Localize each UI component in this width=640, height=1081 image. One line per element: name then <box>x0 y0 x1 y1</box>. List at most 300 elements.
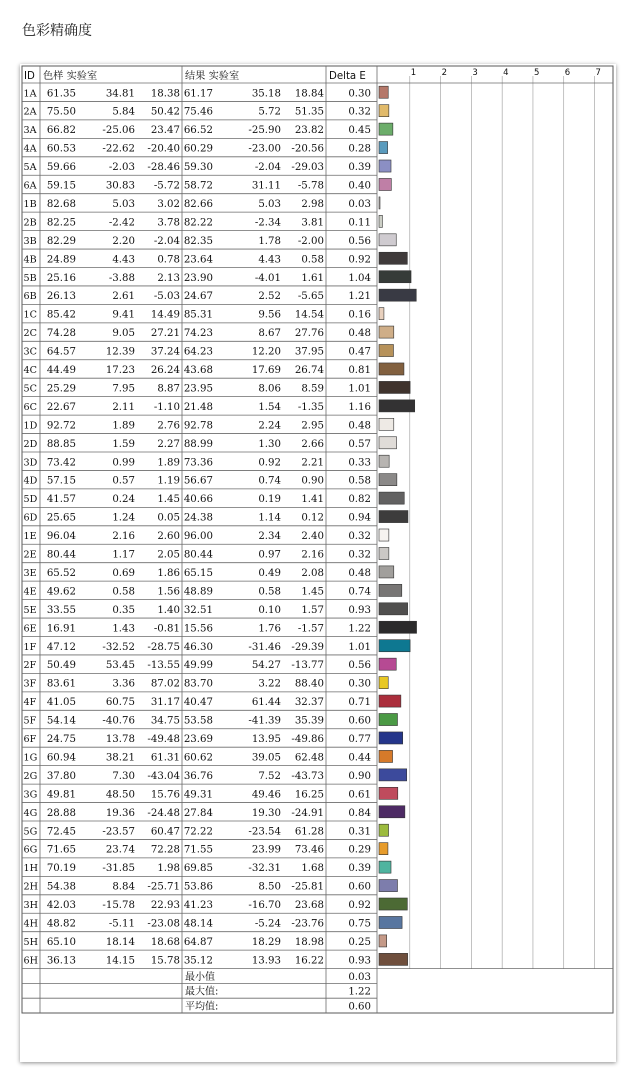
sample-b: 15.76 <box>150 789 180 801</box>
delta-e-bar <box>379 197 380 209</box>
sample-a: 13.78 <box>105 734 135 746</box>
sample-b: -5.03 <box>153 291 180 303</box>
delta-e-bar <box>379 474 397 486</box>
delta-e-bar <box>379 603 408 615</box>
delta-e-bar <box>379 511 408 523</box>
result-l: 72.22 <box>183 826 213 838</box>
result-l: 41.23 <box>183 900 213 912</box>
result-l: 48.14 <box>183 918 213 930</box>
result-b: 2.95 <box>301 420 324 432</box>
delta-e-value: 1.01 <box>348 383 371 395</box>
result-a: 3.22 <box>258 678 281 690</box>
result-b: 35.39 <box>294 715 324 727</box>
result-l: 40.66 <box>183 494 213 506</box>
result-a: 2.34 <box>258 531 281 543</box>
sample-b: 72.28 <box>150 844 180 856</box>
delta-e-value: 0.93 <box>348 604 371 616</box>
result-b: 14.54 <box>294 309 324 321</box>
column-header-result: 结果 实验室 <box>185 71 240 82</box>
sample-b: 18.38 <box>150 88 180 100</box>
result-a: 23.99 <box>251 844 281 856</box>
sample-l: 88.85 <box>46 438 76 450</box>
row-id: 2F <box>23 660 37 672</box>
result-l: 66.52 <box>183 125 213 137</box>
result-l: 43.68 <box>183 365 213 377</box>
sample-l: 47.12 <box>46 641 76 653</box>
result-l: 61.17 <box>183 88 213 100</box>
row-id: 1G <box>23 752 38 764</box>
sample-b: 2.60 <box>157 531 180 543</box>
result-a: 54.27 <box>251 660 281 672</box>
sample-l: 25.16 <box>46 272 76 284</box>
result-l: 35.12 <box>183 955 213 967</box>
sample-a: 7.30 <box>112 770 135 782</box>
sample-b: -25.71 <box>147 881 180 893</box>
sample-b: 2.05 <box>157 549 180 561</box>
result-b: 1.57 <box>301 604 324 616</box>
delta-e-bar <box>379 584 402 596</box>
sample-b: -28.75 <box>147 641 180 653</box>
result-b: 27.76 <box>294 328 324 340</box>
result-b: 61.28 <box>294 826 324 838</box>
sample-a: -2.03 <box>108 162 135 174</box>
row-id: 1D <box>23 420 38 432</box>
sample-l: 61.35 <box>46 88 76 100</box>
delta-e-bar <box>379 824 389 836</box>
result-a: 9.56 <box>258 309 281 321</box>
sample-b: -23.08 <box>147 918 180 930</box>
result-l: 15.56 <box>183 623 213 635</box>
result-a: 2.24 <box>258 420 281 432</box>
delta-e-value: 0.48 <box>348 420 371 432</box>
row-id: 6G <box>23 844 38 856</box>
result-a: 7.52 <box>258 770 281 782</box>
delta-e-bar <box>379 640 410 652</box>
result-l: 24.67 <box>183 291 213 303</box>
delta-e-bar <box>379 105 389 117</box>
result-a: 8.50 <box>258 881 281 893</box>
result-l: 69.85 <box>183 863 213 875</box>
sample-l: 16.91 <box>46 623 76 635</box>
sample-l: 25.65 <box>46 512 76 524</box>
sample-a: 9.41 <box>112 309 135 321</box>
delta-e-bar <box>379 787 398 799</box>
result-b: -2.00 <box>297 235 324 247</box>
result-b: -13.77 <box>291 660 324 672</box>
sample-b: 34.75 <box>150 715 180 727</box>
sample-l: 49.81 <box>46 789 76 801</box>
delta-e-bar <box>379 492 404 504</box>
sample-a: -23.57 <box>102 826 135 838</box>
result-b: 23.68 <box>294 900 324 912</box>
delta-e-value: 0.29 <box>348 844 371 856</box>
result-a: 31.11 <box>251 180 281 192</box>
sample-l: 41.05 <box>46 697 76 709</box>
delta-e-bar <box>379 953 408 965</box>
page-title: 色彩精确度 <box>22 23 92 39</box>
result-l: 23.95 <box>183 383 213 395</box>
result-a: -41.39 <box>248 715 281 727</box>
row-id: 3G <box>23 789 38 801</box>
result-a: 17.69 <box>251 365 281 377</box>
sample-a: -40.76 <box>102 715 135 727</box>
sample-a: 1.43 <box>112 623 135 635</box>
sample-a: 2.16 <box>112 531 135 543</box>
result-a: -4.01 <box>254 272 281 284</box>
delta-e-bar <box>379 437 397 449</box>
sample-a: 1.59 <box>112 438 135 450</box>
delta-e-value: 0.03 <box>348 198 371 210</box>
row-id: 2H <box>23 881 38 893</box>
result-b: -23.76 <box>291 918 324 930</box>
result-l: 82.22 <box>183 217 213 229</box>
row-id: 6B <box>23 291 37 303</box>
sample-l: 82.25 <box>46 217 76 229</box>
result-b: 23.82 <box>294 125 324 137</box>
axis-tick-label: 5 <box>533 68 540 78</box>
delta-e-value: 0.11 <box>348 217 371 229</box>
sample-b: 37.24 <box>150 346 180 358</box>
sample-a: 1.17 <box>112 549 135 561</box>
sample-b: 1.19 <box>157 475 180 487</box>
row-id: 5H <box>23 936 38 948</box>
delta-e-value: 0.44 <box>348 752 371 764</box>
delta-e-value: 0.56 <box>348 660 371 672</box>
sample-l: 24.89 <box>46 254 76 266</box>
sample-b: 23.47 <box>150 125 180 137</box>
sample-l: 85.42 <box>46 309 76 321</box>
result-l: 27.84 <box>183 807 213 819</box>
result-l: 80.44 <box>183 549 213 561</box>
delta-e-value: 1.04 <box>348 272 371 284</box>
delta-e-bar <box>379 566 394 578</box>
result-l: 82.66 <box>183 198 213 210</box>
sample-b: -20.40 <box>147 143 180 155</box>
sample-b: 1.89 <box>157 457 180 469</box>
delta-e-bar <box>379 381 410 393</box>
row-id: 4D <box>23 475 38 487</box>
result-l: 88.99 <box>183 438 213 450</box>
summary-label: 最小值 <box>185 971 215 983</box>
row-id: 6D <box>23 512 38 524</box>
axis-tick-label: 1 <box>410 68 417 78</box>
sample-b: 22.93 <box>150 900 180 912</box>
result-b: 18.84 <box>294 88 324 100</box>
sample-a: 17.23 <box>105 365 135 377</box>
sample-a: -22.62 <box>102 143 135 155</box>
sample-l: 60.94 <box>46 752 76 764</box>
result-l: 48.89 <box>183 586 213 598</box>
sample-a: 0.35 <box>112 604 135 616</box>
sample-l: 73.42 <box>46 457 76 469</box>
row-id: 2D <box>23 438 38 450</box>
sample-b: 26.24 <box>150 365 180 377</box>
row-id: 6C <box>23 401 37 413</box>
axis-tick-label: 4 <box>503 68 509 78</box>
delta-e-value: 1.21 <box>348 291 371 303</box>
sample-b: 0.05 <box>157 512 180 524</box>
row-id: 3H <box>23 900 38 912</box>
sample-l: 64.57 <box>46 346 76 358</box>
result-a: 8.06 <box>258 383 281 395</box>
row-id: 5F <box>23 715 37 727</box>
result-b: 16.25 <box>294 789 324 801</box>
sample-l: 74.28 <box>46 328 76 340</box>
sample-b: 50.42 <box>150 106 180 118</box>
sample-l: 83.61 <box>46 678 76 690</box>
axis-tick-label: 2 <box>441 68 448 78</box>
delta-e-value: 0.25 <box>348 936 371 948</box>
result-a: 5.72 <box>258 106 281 118</box>
row-id: 3E <box>23 567 37 579</box>
result-b: -5.65 <box>297 291 324 303</box>
delta-e-bar <box>379 916 402 928</box>
delta-e-bar <box>379 732 403 744</box>
sample-l: 96.04 <box>46 531 76 543</box>
sample-l: 42.03 <box>46 900 76 912</box>
delta-e-bar <box>379 86 388 98</box>
result-l: 60.29 <box>183 143 213 155</box>
delta-e-value: 0.31 <box>348 826 371 838</box>
sample-a: 34.81 <box>105 88 135 100</box>
result-b: 3.81 <box>301 217 324 229</box>
result-b: -29.03 <box>291 162 324 174</box>
result-a: 0.92 <box>258 457 281 469</box>
summary-label: 平均值: <box>185 1001 219 1013</box>
result-l: 65.15 <box>183 567 213 579</box>
sample-a: 0.24 <box>112 494 135 506</box>
sample-a: 4.43 <box>112 254 135 266</box>
row-id: 5E <box>23 604 37 616</box>
row-id: 5G <box>23 826 38 838</box>
result-a: -23.54 <box>248 826 281 838</box>
sample-l: 59.15 <box>46 180 76 192</box>
delta-e-bar <box>379 234 396 246</box>
result-b: 1.68 <box>301 863 324 875</box>
sample-l: 66.82 <box>46 125 76 137</box>
delta-e-value: 0.33 <box>348 457 371 469</box>
row-id: 5A <box>23 162 37 174</box>
sample-b: 87.02 <box>150 678 180 690</box>
row-id: 4B <box>23 254 37 266</box>
sample-b: 1.45 <box>157 494 180 506</box>
row-id: 4E <box>23 586 37 598</box>
sample-a: 0.99 <box>112 457 135 469</box>
delta-e-value: 0.32 <box>348 106 371 118</box>
result-b: 8.59 <box>301 383 324 395</box>
result-a: -16.70 <box>248 900 281 912</box>
sample-b: 1.98 <box>157 863 180 875</box>
row-id: 6E <box>23 623 37 635</box>
sample-a: -2.42 <box>108 217 135 229</box>
result-a: 1.76 <box>258 623 281 635</box>
sample-b: 8.87 <box>157 383 180 395</box>
row-id: 2C <box>23 328 37 340</box>
sample-l: 65.10 <box>46 936 76 948</box>
sample-b: 2.27 <box>157 438 180 450</box>
result-b: -5.78 <box>297 180 324 192</box>
row-id: 3F <box>23 678 37 690</box>
result-l: 24.38 <box>183 512 213 524</box>
delta-e-bar <box>379 363 404 375</box>
delta-e-bar <box>379 418 394 430</box>
result-a: -25.90 <box>248 125 281 137</box>
result-a: 39.05 <box>251 752 281 764</box>
sample-a: -3.88 <box>108 272 135 284</box>
sample-l: 70.19 <box>46 863 76 875</box>
sample-b: 3.78 <box>157 217 180 229</box>
row-id: 6F <box>23 734 37 746</box>
sample-a: 0.58 <box>112 586 135 598</box>
delta-e-value: 0.39 <box>348 162 371 174</box>
row-id: 5D <box>23 494 38 506</box>
sample-a: 23.74 <box>105 844 135 856</box>
sample-b: -24.48 <box>147 807 180 819</box>
sample-a: 3.36 <box>112 678 135 690</box>
sample-l: 37.80 <box>46 770 76 782</box>
result-a: 1.30 <box>258 438 281 450</box>
result-l: 96.00 <box>183 531 213 543</box>
row-id: 1A <box>23 88 37 100</box>
sample-l: 82.29 <box>46 235 76 247</box>
result-a: -5.24 <box>254 918 281 930</box>
result-l: 23.69 <box>183 734 213 746</box>
delta-e-bar <box>379 529 389 541</box>
column-header-id: ID <box>24 71 35 82</box>
sample-l: 24.75 <box>46 734 76 746</box>
axis-tick-label: 3 <box>472 68 478 78</box>
axis-tick-label: 6 <box>564 68 571 78</box>
sample-a: 0.69 <box>112 567 135 579</box>
row-id: 4C <box>23 365 37 377</box>
sample-l: 48.82 <box>46 918 76 930</box>
result-l: 49.31 <box>183 789 213 801</box>
delta-e-bar <box>379 400 415 412</box>
result-l: 58.72 <box>183 180 213 192</box>
delta-e-bar <box>379 677 388 689</box>
row-id: 2G <box>23 770 38 782</box>
sample-a: 38.21 <box>105 752 135 764</box>
delta-e-value: 0.93 <box>348 955 371 967</box>
result-l: 49.99 <box>183 660 213 672</box>
result-b: 37.95 <box>294 346 324 358</box>
result-a: 12.20 <box>251 346 281 358</box>
result-l: 23.90 <box>183 272 213 284</box>
result-a: -2.04 <box>254 162 281 174</box>
delta-e-bar <box>379 898 407 910</box>
sample-b: 2.76 <box>157 420 180 432</box>
sample-l: 57.15 <box>46 475 76 487</box>
row-id: 1C <box>23 309 37 321</box>
sample-a: -32.52 <box>102 641 135 653</box>
delta-e-value: 0.84 <box>348 807 371 819</box>
sample-l: 49.62 <box>46 586 76 598</box>
sample-l: 22.67 <box>46 401 76 413</box>
sample-a: 48.50 <box>105 789 135 801</box>
delta-e-value: 0.92 <box>348 254 371 266</box>
result-b: -1.35 <box>297 401 324 413</box>
column-header-sample: 色样 实验室 <box>43 71 98 82</box>
result-b: 0.58 <box>301 254 324 266</box>
summary-value: 0.60 <box>348 1001 371 1013</box>
result-b: 16.22 <box>294 955 324 967</box>
result-b: 1.41 <box>301 494 324 506</box>
delta-e-value: 0.45 <box>348 125 371 137</box>
axis-tick-label: 7 <box>595 68 601 78</box>
sample-l: 92.72 <box>46 420 76 432</box>
result-b: 1.45 <box>301 586 324 598</box>
result-a: -23.00 <box>248 143 281 155</box>
sample-b: 60.47 <box>150 826 180 838</box>
sample-b: 2.13 <box>157 272 180 284</box>
delta-e-bar <box>379 880 397 892</box>
sample-b: 27.21 <box>150 328 180 340</box>
row-id: 2B <box>23 217 37 229</box>
sample-l: 26.13 <box>46 291 76 303</box>
result-l: 92.78 <box>183 420 213 432</box>
delta-e-bar <box>379 252 407 264</box>
sample-b: 0.78 <box>157 254 180 266</box>
delta-e-bar <box>379 769 407 781</box>
result-l: 32.51 <box>183 604 213 616</box>
delta-e-value: 0.48 <box>348 567 371 579</box>
delta-e-value: 0.47 <box>348 346 371 358</box>
sample-a: 12.39 <box>105 346 135 358</box>
row-id: 6A <box>23 180 37 192</box>
row-id: 1F <box>23 641 37 653</box>
delta-e-value: 0.40 <box>348 180 371 192</box>
result-l: 75.46 <box>183 106 213 118</box>
delta-e-value: 0.60 <box>348 715 371 727</box>
delta-e-value: 0.58 <box>348 475 371 487</box>
sample-a: -15.78 <box>102 900 135 912</box>
sample-a: -25.06 <box>102 125 135 137</box>
result-b: -29.39 <box>291 641 324 653</box>
sample-b: -49.48 <box>147 734 180 746</box>
sample-b: 14.49 <box>150 309 180 321</box>
result-a: 0.19 <box>258 494 281 506</box>
delta-e-value: 0.32 <box>348 549 371 561</box>
sample-b: -43.04 <box>147 770 180 782</box>
result-l: 64.23 <box>183 346 213 358</box>
sample-a: -5.11 <box>108 918 135 930</box>
result-b: -20.56 <box>291 143 324 155</box>
delta-e-value: 0.39 <box>348 863 371 875</box>
row-id: 1B <box>23 198 37 210</box>
result-a: -31.46 <box>248 641 281 653</box>
sample-l: 71.65 <box>46 844 76 856</box>
sample-l: 80.44 <box>46 549 76 561</box>
result-b: 1.61 <box>301 272 324 284</box>
result-b: 0.12 <box>301 512 324 524</box>
sample-b: -0.81 <box>153 623 180 635</box>
result-a: 1.78 <box>258 235 281 247</box>
sample-l: 28.88 <box>46 807 76 819</box>
sample-a: 1.24 <box>112 512 135 524</box>
delta-e-value: 0.60 <box>348 881 371 893</box>
sample-l: 65.52 <box>46 567 76 579</box>
sample-b: 15.78 <box>150 955 180 967</box>
delta-e-value: 0.77 <box>348 734 371 746</box>
sample-b: -1.10 <box>153 401 180 413</box>
delta-e-value: 0.16 <box>348 309 371 321</box>
row-id: 1E <box>23 531 37 543</box>
result-b: 2.21 <box>301 457 324 469</box>
result-l: 82.35 <box>183 235 213 247</box>
sample-a: 5.84 <box>112 106 135 118</box>
sample-a: 19.36 <box>105 807 135 819</box>
result-l: 64.87 <box>183 936 213 948</box>
